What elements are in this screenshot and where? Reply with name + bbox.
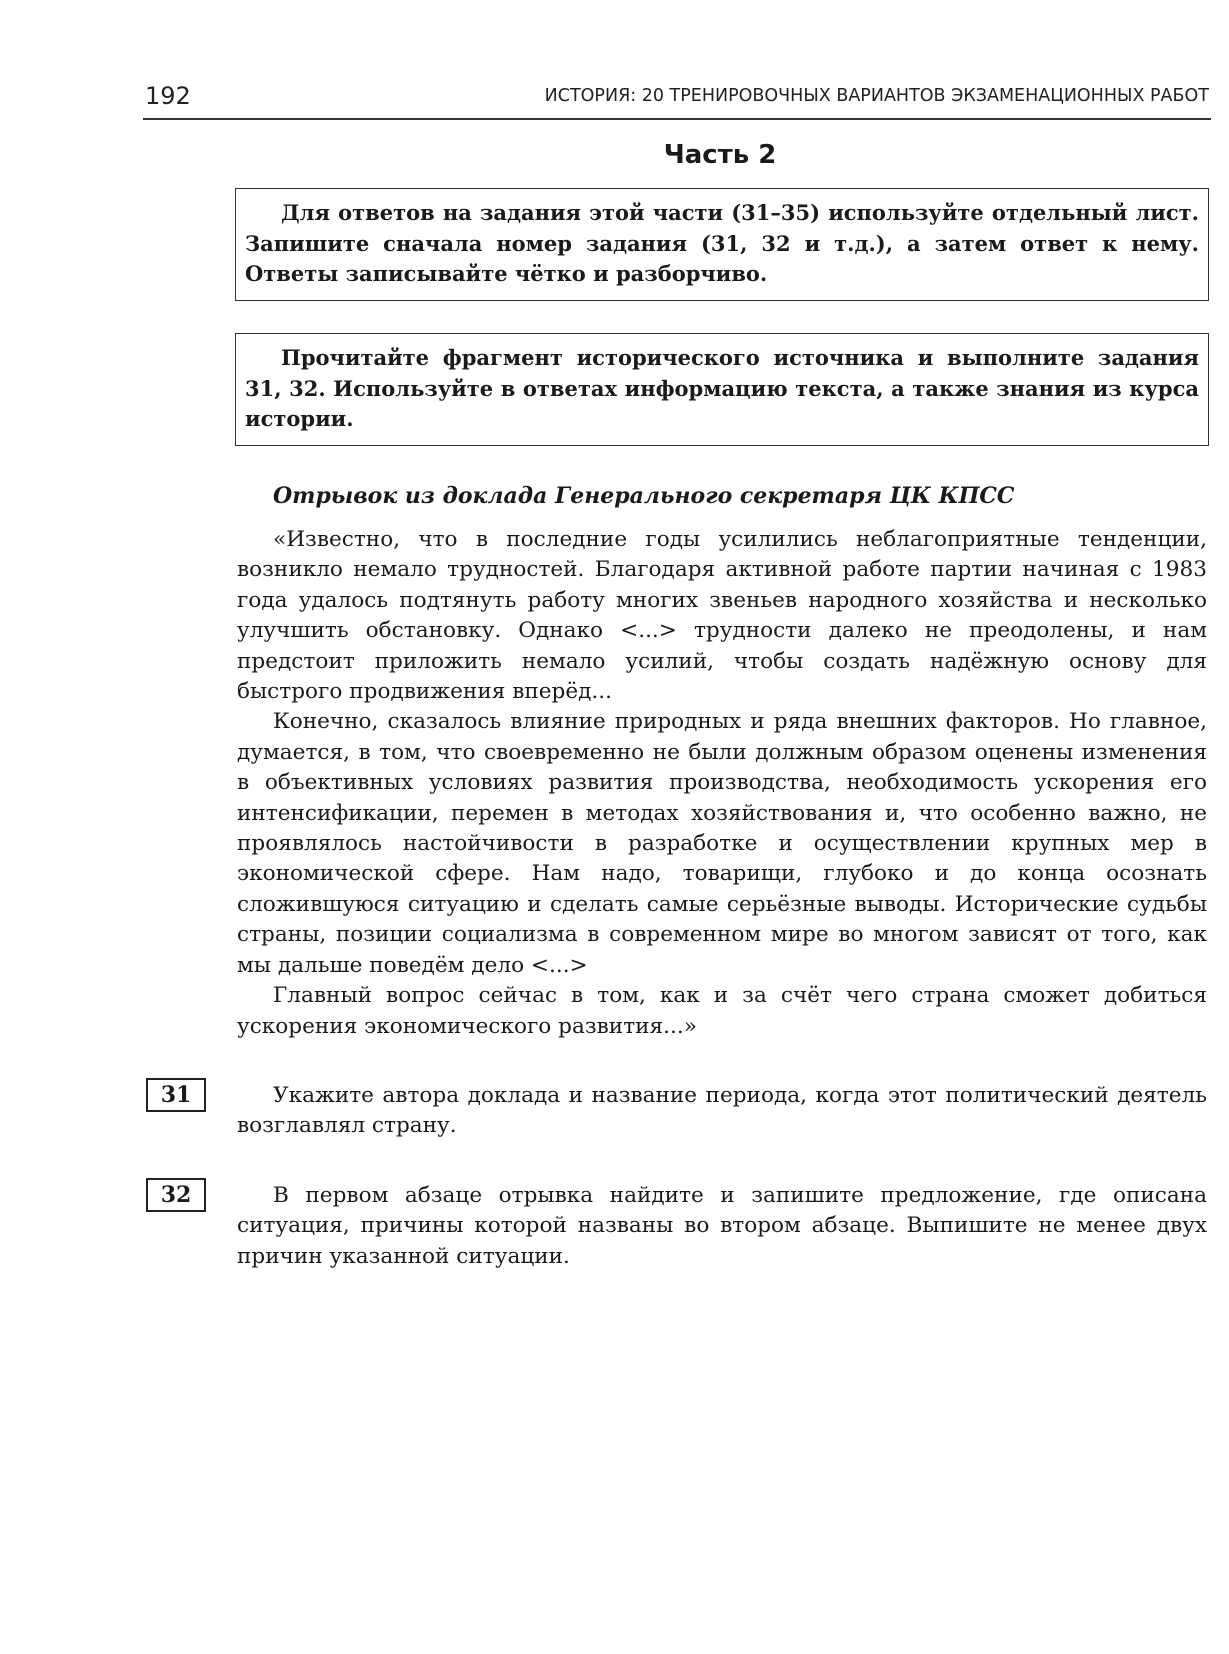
page-number: 192 xyxy=(145,82,191,110)
task-31-number: 31 xyxy=(146,1078,206,1112)
source-title: Отрывок из доклада Генерального секретаря ЦК КПСС xyxy=(273,483,1015,509)
running-title: ИСТОРИЯ: 20 ТРЕНИРОВОЧНЫХ ВАРИАНТОВ ЭКЗАМЕНАЦИОННЫХ РАБОТ xyxy=(544,86,1209,106)
task-31-text: Укажите автора доклада и название периода, когда этот политический деятель возглавлял страну. xyxy=(237,1083,1207,1139)
task-32-number: 32 xyxy=(146,1178,206,1212)
excerpt-paragraph-3: Главный вопрос сейчас в том, как и за счёт чего страна сможет добиться ускорения экономического развития...» xyxy=(237,983,1207,1039)
instruction-box: Для ответов на задания этой части (31–35) используйте отдельный лист. Запишите сначала номер задания (31, 32 и т.д.), а затем ответ к нему. Ответы записывайте чётко и разборчиво. xyxy=(235,188,1209,301)
excerpt-paragraph-1: «Известно, что в последние годы усилились неблагоприятные тенденции, возникло немало трудностей. Благодаря активной работе партии начиная с 1983 года удалось подтянуть работу многих звеньев народного хозяйства и несколько улучшить обстановку. Однако <...> трудности далеко не преодолены, и нам предстоит приложить немало усилий, чтобы создать надёжную основу для быстрого продвижения вперёд... xyxy=(237,527,1207,705)
source-instruction-box: Прочитайте фрагмент исторического источника и выполните задания 31, 32. Используйте в ответах информацию текста, а также знания из курса истории. xyxy=(235,333,1209,446)
part-title: Часть 2 xyxy=(663,140,777,170)
task-32-text: В первом абзаце отрывка найдите и запишите предложение, где описана ситуация, причины которой названы во втором абзаце. Выпишите не менее двух причин указанной ситуации. xyxy=(237,1183,1207,1269)
source-excerpt xyxy=(237,525,1207,1042)
excerpt-paragraph-2: Конечно, сказалось влияние природных и ряда внешних факторов. Но главное, думается, в том, что своевременно не были должным образом оценены изменения в объективных условиях развития производства, необходимость ускорения его интенсификации, перемен в методах хозяйствования и, что особенно важно, не проявлялось настойчивости в разработке и осуществлении крупных мер в экономической сфере. Нам надо, товарищи, глубоко и до конца осознать сложившуюся ситуацию и сделать самые серьёзные выводы. Исторические судьбы страны, позиции социализма в современном мире во многом зависят от того, как мы дальше поведём дело <...> xyxy=(237,709,1207,978)
page-header xyxy=(143,78,1211,120)
